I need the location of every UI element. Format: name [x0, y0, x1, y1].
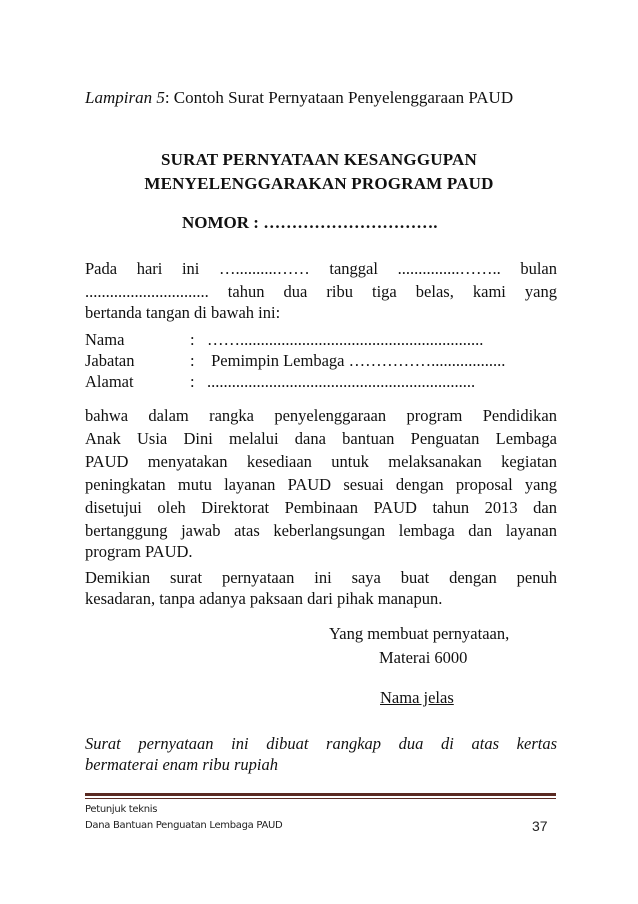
footer-divider: [85, 793, 556, 796]
document-title-line1: SURAT PERNYATAAN KESANGGUPAN: [160, 150, 478, 169]
note-line: Surat pernyataan ini dibuat rangkap dua di atas kertas: [85, 734, 557, 753]
body-line: bertanggung jawab atas keberlangsungan lembaga dan layanan: [85, 521, 557, 540]
field-value: .................................................................: [207, 372, 476, 391]
field-label: Nama: [85, 330, 125, 349]
field-colon: :: [190, 351, 195, 370]
intro-line3: bertanda tangan di bawah ini:: [85, 303, 281, 322]
body-line: peningkatan mutu layanan PAUD sesuai dengan proposal yang: [85, 475, 557, 494]
signature-line1: Yang membuat pernyataan,: [329, 624, 510, 643]
lampiran-label: Lampiran 5: [85, 88, 165, 107]
field-value: Pemimpin Lembaga ……………..................: [207, 351, 506, 370]
signatory-name: Nama jelas: [380, 688, 454, 707]
closing-line: kesadaran, tanpa adanya paksaan dari pihak manapun.: [85, 589, 443, 608]
document-title-line2: MENYELENGGARAKAN PROGRAM PAUD: [144, 174, 494, 193]
intro-line2: .............................. tahun dua ribu tiga belas, kami yang: [85, 282, 557, 301]
page-number: 37: [532, 818, 548, 834]
body-line: PAUD menyatakan kesediaan untuk melaksanakan kegiatan: [85, 452, 557, 471]
field-label: Alamat: [85, 372, 134, 391]
footer-divider-thin: [85, 798, 556, 799]
stamp-duty-label: Materai 6000: [379, 648, 468, 667]
body-line: Anak Usia Dini melalui dana bantuan Penguatan Lembaga: [85, 429, 557, 448]
lampiran-heading: [85, 88, 513, 108]
field-colon: :: [190, 330, 195, 349]
lampiran-title: : Contoh Surat Pernyataan Penyelenggaraan PAUD: [164, 88, 514, 107]
field-colon: :: [190, 372, 195, 391]
footer-line1: Petunjuk teknis: [85, 804, 158, 815]
field-value: ……...........................................................: [207, 330, 484, 349]
footer-line2: Dana Bantuan Penguatan Lembaga PAUD: [85, 820, 283, 831]
body-line: disetujui oleh Direktorat Pembinaan PAUD tahun 2013 dan: [85, 498, 557, 517]
intro-line1: Pada hari ini …..........…… tanggal ...............…….. bulan: [85, 259, 557, 278]
document-number: [182, 213, 437, 233]
body-line: program PAUD.: [85, 542, 193, 561]
nomor-text: NOMOR : ………………………….: [182, 213, 438, 232]
field-label: Jabatan: [85, 351, 135, 370]
closing-line: Demikian surat pernyataan ini saya buat dengan penuh: [85, 568, 557, 587]
note-line: bermaterai enam ribu rupiah: [85, 755, 278, 774]
body-line: bahwa dalam rangka penyelenggaraan program Pendidikan: [85, 406, 557, 425]
